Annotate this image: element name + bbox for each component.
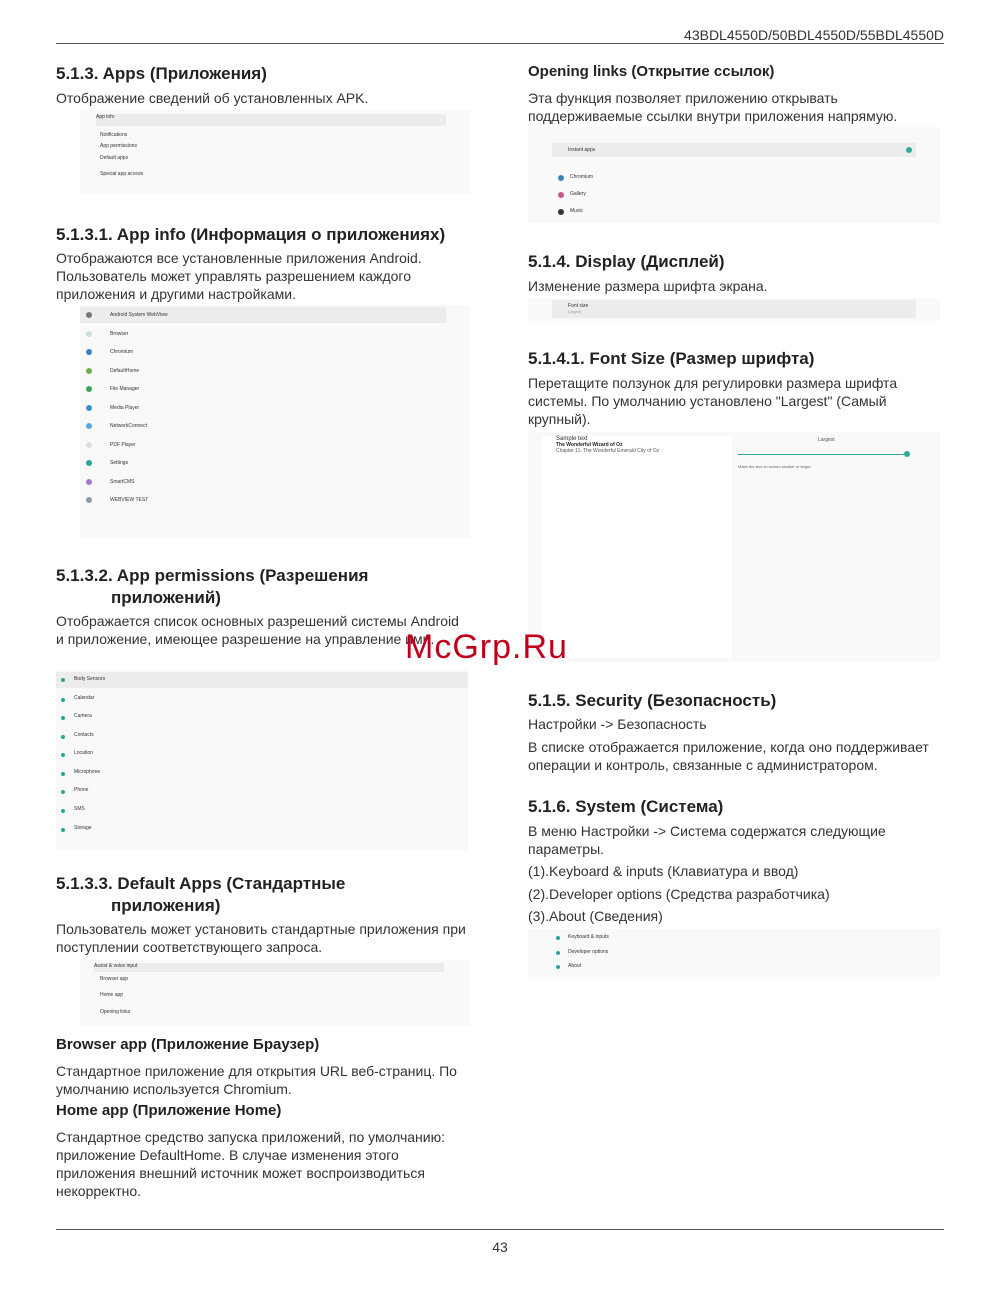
screenshot-display [528, 298, 940, 321]
list-item: Browser app [100, 976, 129, 982]
list-item: Instant apps [568, 147, 596, 153]
list-item: DefaultHome [110, 368, 140, 374]
app-icon [558, 175, 564, 181]
list-item: WEBVIEW TEST [110, 497, 149, 503]
permission-icon [61, 772, 65, 776]
list-item: File Manager [110, 386, 140, 392]
list-item: Browser [110, 331, 129, 337]
font-size-level: Largest [818, 437, 835, 443]
browser-app-title: Browser app (Приложение Браузер) [56, 1036, 320, 1053]
app-icon [86, 368, 92, 374]
page-header: 43BDL4550D/50BDL4550D/55BDL4550D [684, 27, 944, 43]
app-icon [86, 312, 92, 318]
app-icon [86, 331, 92, 337]
system-item-about: (3).About (Сведения) [528, 908, 663, 924]
section-apps-title: 5.1.3. Apps (Приложения) [56, 64, 267, 83]
right-column [528, 0, 946, 1000]
section-system-title: 5.1.6. System (Система) [528, 797, 724, 816]
app-icon [86, 497, 92, 503]
screenshot-app-info [80, 305, 470, 538]
list-item: Phone [74, 787, 89, 793]
page-number: 43 [492, 1239, 508, 1255]
list-item: Special app access [100, 171, 144, 177]
screenshot-default-apps [80, 960, 470, 1026]
list-item: SmartCMS [110, 479, 135, 485]
list-item: Android System WebView [110, 312, 168, 318]
list-item: Media Player [110, 405, 140, 411]
list-item: App info [96, 114, 446, 126]
info-icon [556, 965, 560, 969]
section-default-apps-title-1: 5.1.3.3. Default Apps (Стандартные [56, 874, 346, 893]
home-app-text: Стандартное средство запуска приложений, по умолчанию: приложение DefaultHome. В случае изменения этого приложения внешний источник может воспроизводиться некорректно. [56, 1129, 445, 1199]
list-item: Opening links [100, 1009, 131, 1015]
section-font-size-text: Перетащите ползунок для регулировки размера шрифта системы. По умолчанию установлено "Largest" (Самый крупный). [528, 375, 898, 427]
section-system-text: В меню Настройки -> Система содержатся следующие параметры. [528, 823, 886, 857]
section-display-title: 5.1.4. Display (Дисплей) [528, 252, 725, 271]
system-item-keyboard: (1).Keyboard & inputs (Клавиатура и ввод) [528, 863, 799, 879]
section-font-size-title: 5.1.4.1. Font Size (Размер шрифта) [528, 349, 815, 368]
screenshot-app-permissions [56, 670, 468, 850]
section-apps-text: Отображение сведений об установленных APK. [56, 90, 369, 106]
list-item: Location [74, 750, 93, 756]
list-item: Font size Largest [568, 303, 589, 314]
app-icon [86, 349, 92, 355]
opening-links-title: Opening links (Открытие ссылок) [528, 63, 775, 80]
list-item: Body Sensors [74, 676, 106, 682]
section-security-path: Настройки -> Безопасность [528, 716, 707, 732]
list-item: Assist & voice input [94, 963, 444, 972]
list-item: Gallery [570, 191, 586, 197]
list-item: App permissions [100, 143, 137, 149]
screenshot-apps [80, 110, 470, 194]
permission-icon [61, 698, 65, 702]
list-item: Default apps [100, 155, 129, 161]
list-item: Developer options [568, 949, 609, 955]
browser-app-text: Стандартное приложение для открытия URL веб-страниц. По умолчанию используется Chromium. [56, 1063, 457, 1097]
section-app-permissions-title-1: 5.1.3.2. App permissions (Разрешения [56, 566, 369, 585]
list-item: Home app [100, 992, 124, 998]
footer-rule [56, 1229, 944, 1230]
list-item: NetworkConnect [110, 423, 147, 429]
list-item: Calendar [74, 695, 95, 701]
font-size-hint: Make the text on screen smaller or larger. [738, 464, 812, 469]
list-item: Storage [74, 825, 92, 831]
permission-icon [61, 809, 65, 813]
sample-chapter: Chapter 11: The Wonderful Emerald City of Oz [556, 448, 660, 454]
list-item: Camera [74, 713, 92, 719]
sample-text [556, 436, 746, 656]
list-item: Microphone [74, 769, 101, 775]
section-security-title: 5.1.5. Security (Безопасность) [528, 691, 777, 710]
list-item: Music [570, 208, 584, 214]
screenshot-font-size [528, 432, 940, 662]
list-item: Chromium [570, 174, 594, 180]
font-size-slider-knob[interactable] [904, 451, 910, 457]
opening-links-text: Эта функция позволяет приложению открывать поддерживаемые ссылки внутри приложения напрямую. [528, 90, 898, 124]
section-default-apps-title-2: приложения) [111, 896, 221, 915]
list-item: About [568, 963, 582, 969]
sample-book-title: The Wonderful Wizard of Oz [556, 442, 623, 448]
section-app-permissions-title-2: приложений) [111, 588, 221, 607]
app-icon [86, 460, 92, 466]
section-display-text: Изменение размера шрифта экрана. [528, 278, 768, 294]
section-app-info-title: 5.1.3.1. App info (Информация о приложениях) [56, 225, 446, 244]
app-icon [86, 405, 92, 411]
section-app-info-text: Отображаются все установленные приложения Android. Пользователь может управлять разрешением каждого приложения и другими настройками. [56, 250, 422, 302]
section-app-permissions-text: Отображается список основных разрешений системы Android и приложение, имеющее разрешение на управление ими. [56, 613, 459, 647]
list-item: SMS [74, 806, 85, 812]
permission-icon [61, 753, 65, 757]
app-icon [86, 423, 92, 429]
watermark: McGrp.Ru [405, 628, 568, 666]
section-security-text: В списке отображается приложение, когда оно поддерживает операции и контроль, связанные с администратором. [528, 739, 929, 773]
home-app-title: Home app (Приложение Home) [56, 1102, 282, 1119]
list-item: Chromium [110, 349, 134, 355]
left-column [56, 0, 470, 1220]
list-item: PDF Player [110, 442, 136, 448]
font-size-slider[interactable] [738, 454, 908, 455]
list-item: Keyboard & inputs [568, 934, 609, 940]
screenshot-system [528, 929, 940, 977]
permission-icon [61, 716, 65, 720]
permission-icon [61, 678, 65, 682]
app-icon [86, 386, 92, 392]
app-icon [86, 442, 92, 448]
app-icon [86, 479, 92, 485]
keyboard-icon [556, 936, 560, 940]
app-icon [558, 209, 564, 215]
permission-icon [61, 790, 65, 794]
list-item: Contacts [74, 732, 94, 738]
developer-icon [556, 951, 560, 955]
system-item-developer: (2).Developer options (Средства разработчика) [528, 886, 830, 902]
screenshot-opening-links [528, 127, 940, 223]
list-item: Notifications [100, 132, 128, 138]
section-default-apps-text: Пользователь может установить стандартные приложения при поступлении соответствующего запроса. [56, 921, 466, 955]
permission-icon [61, 828, 65, 832]
sample-label: Sample text [556, 436, 588, 442]
toggle-icon [906, 147, 912, 153]
permission-icon [61, 735, 65, 739]
list-item: Settings [110, 460, 129, 466]
app-icon [558, 192, 564, 198]
